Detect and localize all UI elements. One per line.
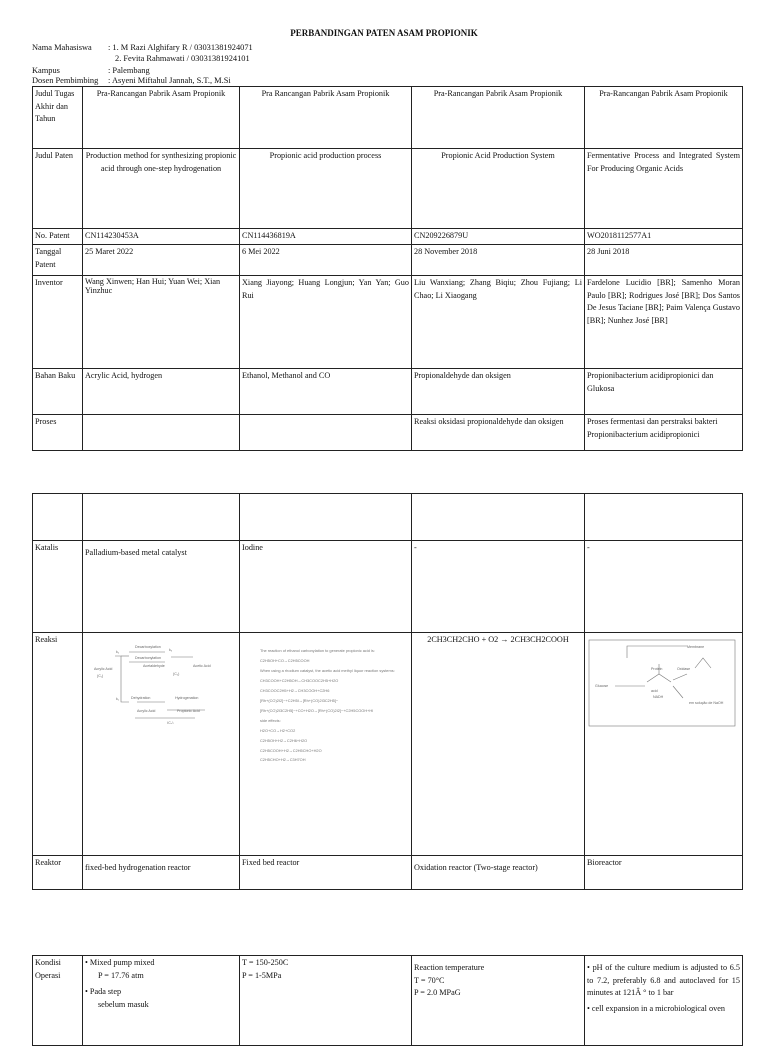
- row-label-inventor: Inventor: [33, 276, 83, 369]
- cell-tugas-2: Pra Rancangan Pabrik Asam Propionik: [240, 87, 412, 149]
- reaction-diagram-1: [83, 633, 240, 856]
- cell-inventor-3: Liu Wanxiang; Zhang Biqiu; Zhou Fujiang; Li Chao; Li Xiaogang: [412, 276, 585, 369]
- kondisi-1-line: • Mixed pump mixed: [85, 958, 155, 967]
- label-acetaldehyde: Acetaldehyde: [143, 664, 165, 668]
- row-label-no: No. Patent: [33, 229, 83, 245]
- reaction-line: [Rh+(CO)2I2]−+C2H5I→[Rh+(CO)2I3C2H5]−: [260, 697, 339, 703]
- cell-no-1: CN114230453A: [83, 229, 240, 245]
- kondisi-1-line: • Pada step: [85, 987, 122, 997]
- kondisi-1-line: P = 17.76 atm: [98, 970, 144, 980]
- label-c3: (C₃): [167, 721, 174, 724]
- cell-tanggal-4: 28 Juni 2018: [585, 245, 743, 276]
- reaction-line: C2H5CHO+H2→C3H7OH: [260, 757, 306, 763]
- label-acid: acid: [651, 689, 658, 693]
- cell-reaktor-2: Fixed bed reactor: [240, 856, 412, 890]
- kondisi-3-line: T = 70°C: [414, 975, 445, 985]
- reaction-pathway-diagram: [85, 634, 235, 724]
- label-decarboxylation: Decarboxylation: [135, 645, 161, 649]
- cell-inventor-2: Xiang Jiayong; Huang Longjun; Yan Yan; Guo Rui: [240, 276, 412, 369]
- row-label-bahan: Bahan Baku: [33, 369, 83, 415]
- campus-value: : Palembang: [108, 66, 150, 75]
- cell-bahan-1: Acrylic Acid, hydrogen: [83, 369, 240, 415]
- label-glucose: Glucose: [595, 684, 609, 688]
- reaction-line: C2H5OH+CO→C2H5COOH: [260, 657, 310, 663]
- table-row: [33, 149, 743, 229]
- empty-cell: [83, 494, 240, 541]
- table-row: [33, 494, 743, 541]
- table-row: [33, 415, 743, 451]
- kondisi-4-line: • pH of the culture medium is adjusted to 6.5 to 7.2, preferably 6.8 and autoclaved for 15 minutes at 121Â ° to 1 bar: [587, 963, 740, 998]
- cell-judul-2: Propionic acid production process: [240, 149, 412, 229]
- cell-bahan-3: Propionaldehyde dan oksigen: [412, 369, 585, 415]
- cell-kondisi-1: [83, 956, 240, 1046]
- label-acetic-acid: Acetic Acid: [193, 664, 211, 668]
- supervisor-label: Dosen Pembimbing: [32, 76, 99, 85]
- label-c1: (C₁): [97, 674, 104, 678]
- kondisi-3-line: Reaction temperature: [414, 963, 485, 972]
- cell-katalis-4: -: [585, 541, 743, 633]
- reaction-line: When using a rhodium catalyst, the acetic acid methyl liquor reaction systems:: [260, 667, 395, 673]
- cell-tugas-4: Pra-Rancangan Pabrik Asam Propionik: [585, 87, 743, 149]
- fermentation-pathway-diagram: [587, 638, 737, 728]
- table-row: [33, 956, 743, 1046]
- reaction-line: [Rh+(CO)2I3C2H5]−+CO+H2O→[Rh+(CO)2I2]−+C2H5COOH+HI: [260, 707, 374, 713]
- table-row: [33, 229, 743, 245]
- kondisi-2-line: T = 150-250C: [242, 958, 289, 967]
- cell-bahan-4: Propionibacterium acidipropionici dan Glukosa: [585, 369, 743, 415]
- patent-table-3: [32, 955, 743, 1046]
- reaction-line: H2O+CO→H2+CO2: [260, 727, 296, 733]
- table-row: [33, 276, 743, 369]
- label-hydrogenation: Hydrogenation: [175, 696, 199, 700]
- label-oxidase: Oxidase: [677, 667, 691, 671]
- reaction-line: CH3COOC2H5+H2→CH3COOH+C2H6: [260, 687, 330, 693]
- label-membrane: Membrane: [687, 645, 705, 649]
- label-dehydration: Dehydration: [131, 696, 151, 700]
- cell-katalis-1-text: Palladium-based metal catalyst: [85, 548, 187, 557]
- cell-kondisi-3: [412, 956, 585, 1046]
- reaction-line: side effects:: [260, 717, 281, 723]
- cell-reaktor-3-text: Oxidation reactor (Two-stage reactor): [414, 863, 538, 872]
- cell-tugas-3: Pra-Rancangan Pabrik Asam Propionik: [412, 87, 585, 149]
- label-decarbonylation: Decarbonylation: [135, 656, 161, 660]
- supervisor-value: : Asyeni Miftahul Jannah, S.T., M.Si: [108, 76, 231, 85]
- reaction-line: The reaction of ethanol carbonylation to generate propionic acid is:: [260, 648, 375, 653]
- cell-reaksi-3: 2CH3CH2CHO + O2 → 2CH3CH2COOH: [412, 633, 585, 856]
- label-propionic-acid: Propionic Acid: [177, 709, 200, 713]
- cell-tanggal-1: 25 Maret 2022: [83, 245, 240, 276]
- row-label-judul: Judul Paten: [33, 149, 83, 229]
- table-row: [33, 541, 743, 633]
- student-name-2: 2. Fevita Rahmawati / 03031381924101: [115, 54, 250, 63]
- cell-katalis-1: [83, 541, 240, 633]
- cell-tanggal-3: 28 November 2018: [412, 245, 585, 276]
- empty-cell: [585, 494, 743, 541]
- label-k3: k₃: [169, 648, 173, 652]
- cell-reaktor-4: Bioreactor: [585, 856, 743, 890]
- cell-judul-4: Fermentative Process and Integrated System For Producing Organic Acids: [585, 149, 743, 229]
- patent-table-2: [32, 493, 743, 890]
- label-naoh: em solução de NaOH: [689, 701, 724, 705]
- reaction-line: C2H5COOH+H2→C2H5CHO+H2O: [260, 747, 322, 753]
- kondisi-1-line: sebelum masuk: [98, 1000, 149, 1010]
- row-label-kondisi: Kondisi Operasi: [33, 956, 83, 1046]
- empty-cell: [412, 494, 585, 541]
- cell-katalis-2: Iodine: [240, 541, 412, 633]
- patent-table-1: [32, 86, 743, 451]
- cell-reaktor-1: [83, 856, 240, 890]
- label-acrylic-acid-2: Acrylic Acid: [137, 709, 156, 713]
- reaction-line: CH3COOH+C2H5OH→CH3COOC2H5+H2O: [260, 677, 339, 683]
- cell-proses-2: [240, 415, 412, 451]
- empty-cell: [33, 494, 83, 541]
- table-row: [33, 245, 743, 276]
- label-nadh: NADH: [653, 695, 664, 699]
- cell-no-4: WO2018112577A1: [585, 229, 743, 245]
- cell-no-3: CN209226879U: [412, 229, 585, 245]
- cell-reaktor-1-text: fixed-bed hydrogenation reactor: [85, 863, 191, 872]
- cell-judul-1: Production method for synthesizing propionic acid through one-step hydrogenation: [83, 149, 240, 229]
- table-row: [33, 87, 743, 149]
- row-label-reaktor: Reaktor: [33, 856, 83, 890]
- reaction-diagram-2: [240, 633, 412, 856]
- kondisi-2-line: P = 1-5MPa: [242, 970, 282, 980]
- cell-tugas-1: Pra-Rancangan Pabrik Asam Propionik: [83, 87, 240, 149]
- empty-cell: [240, 494, 412, 541]
- cell-katalis-3: -: [412, 541, 585, 633]
- campus-label: Kampus: [32, 66, 60, 75]
- reaction-line: C2H5OH+H2→C2H6+H2O: [260, 737, 308, 743]
- carbonylation-reaction-text: [260, 646, 409, 765]
- cell-tanggal-2: 6 Mei 2022: [240, 245, 412, 276]
- label-protein: Protein: [651, 667, 663, 671]
- student-name-1: : 1. M Razi Alghifary R / 03031381924071: [108, 43, 253, 52]
- cell-inventor-4: Fardelone Lucidio [BR]; Samenho Moran Paulo [BR]; Rodrigues José [BR]; Dos Santos De Jesus Taciane [BR]; Paim Valença Gustavo [BR]; Nunhez José [BR]: [585, 276, 743, 369]
- row-label-katalis: Katalis: [33, 541, 83, 633]
- page-title: PERBANDINGAN PATEN ASAM PROPIONIK: [290, 28, 478, 38]
- cell-proses-4: Proses fermentasi dan perstraksi bakteri Propionibacterium acidipropionici: [585, 415, 743, 451]
- label-k2: k₂: [116, 650, 120, 654]
- cell-reaktor-3: [412, 856, 585, 890]
- cell-kondisi-4: [585, 956, 743, 1046]
- label-k1: k₁: [116, 697, 120, 701]
- table-row: [33, 369, 743, 415]
- row-label-tugas: Judul Tugas Akhir dan Tahun: [33, 87, 83, 149]
- cell-judul-3: Propionic Acid Production System: [412, 149, 585, 229]
- table-row: [33, 856, 743, 890]
- row-label-reaksi: Reaksi: [33, 633, 83, 856]
- kondisi-3-line: P = 2.0 MPaG: [414, 988, 461, 998]
- table-row: [33, 633, 743, 856]
- reaction-diagram-4: [585, 633, 743, 856]
- cell-bahan-2: Ethanol, Methanol and CO: [240, 369, 412, 415]
- student-name-label: Nama Mahasiswa: [32, 43, 92, 52]
- cell-kondisi-2: [240, 956, 412, 1046]
- kondisi-4-line: • cell expansion in a microbiological oven: [587, 1004, 725, 1014]
- row-label-proses: Proses: [33, 415, 83, 451]
- cell-proses-1: [83, 415, 240, 451]
- label-c2: (C₂): [173, 672, 180, 676]
- row-label-tanggal: Tanggal Patent: [33, 245, 83, 276]
- cell-proses-3: Reaksi oksidasi propionaldehyde dan oksigen: [412, 415, 585, 451]
- cell-inventor-1: Wang Xinwen; Han Hui; Yuan Wei; Xian Yinzhuc: [83, 276, 240, 369]
- cell-no-2: CN114436819A: [240, 229, 412, 245]
- label-acrylic-acid: Acrylic Acid: [94, 667, 113, 671]
